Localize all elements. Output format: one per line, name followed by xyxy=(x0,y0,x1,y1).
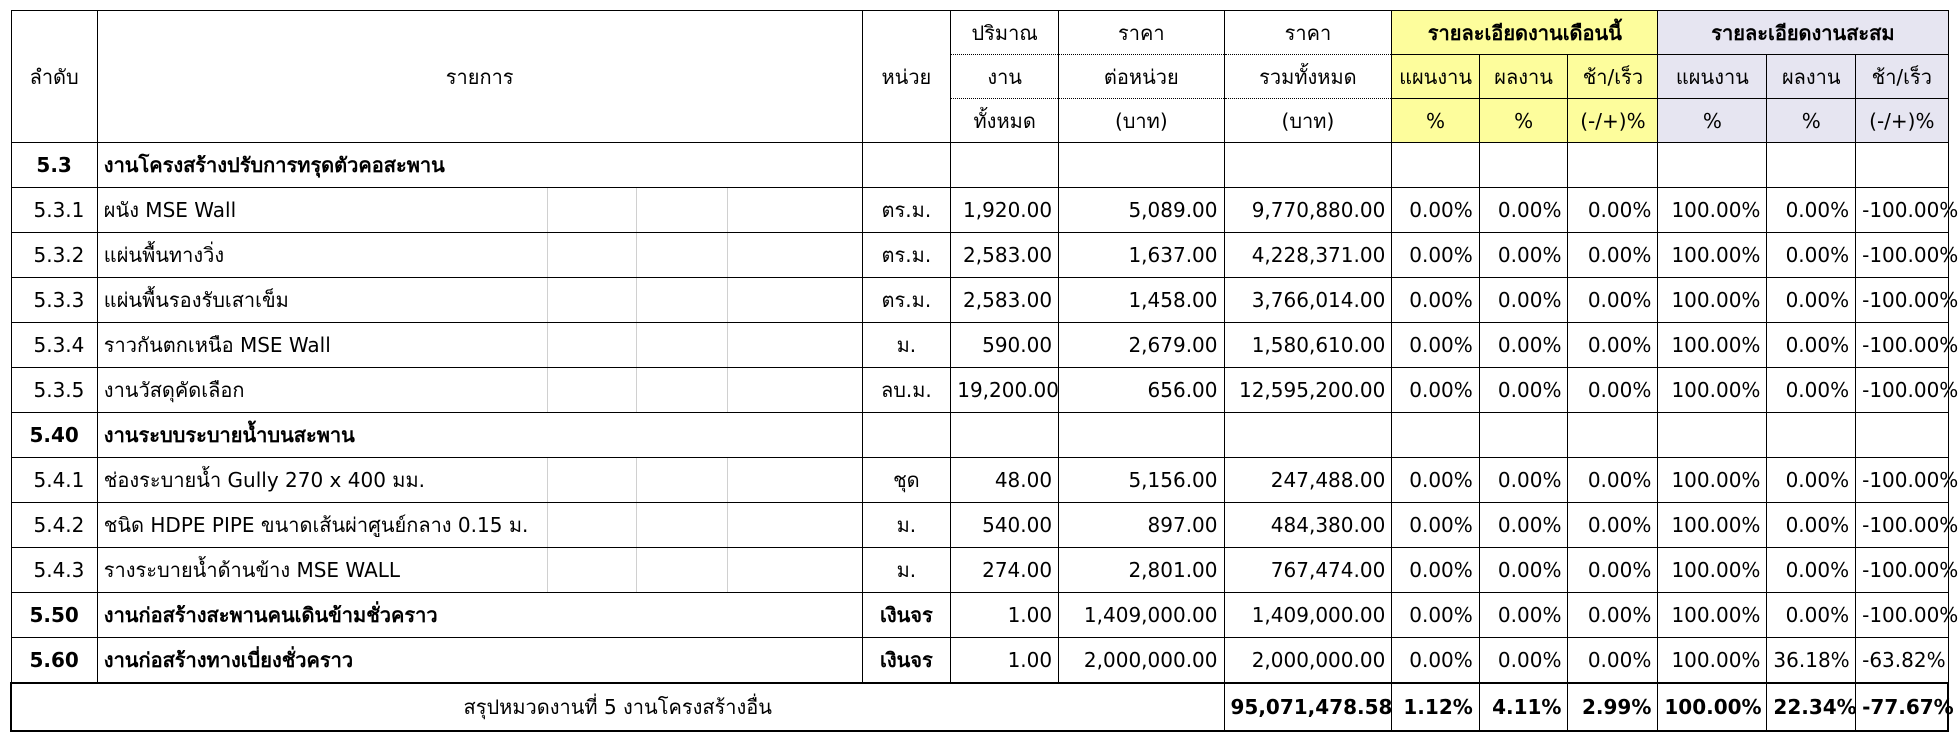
month-diff-cell: 0.00% xyxy=(1568,458,1658,503)
month-actual-cell: 0.00% xyxy=(1479,188,1568,233)
header-total-2: รวมทั้งหมด xyxy=(1224,55,1392,99)
item-name-cell: รางระบายน้ำด้านข้าง MSE WALL xyxy=(97,548,548,593)
header-month-actual: ผลงาน xyxy=(1479,55,1568,99)
month-diff-cell: 0.00% xyxy=(1568,638,1658,684)
unit-price-cell: 5,156.00 xyxy=(1059,458,1224,503)
cum-plan-cell xyxy=(1658,143,1767,188)
summary-cum-actual: 22.34% xyxy=(1767,683,1856,731)
item-subcell xyxy=(637,188,728,233)
item-name-cell: ผนัง MSE Wall xyxy=(97,188,548,233)
month-actual-cell: 0.00% xyxy=(1479,233,1568,278)
total-price-cell: 247,488.00 xyxy=(1224,458,1392,503)
cum-actual-cell xyxy=(1767,413,1856,458)
item-subcell xyxy=(637,233,728,278)
month-actual-cell: 0.00% xyxy=(1479,503,1568,548)
item-name-cell: งานก่อสร้างทางเบี่ยงชั่วคราว xyxy=(97,638,862,684)
month-plan-cell: 0.00% xyxy=(1392,503,1479,548)
item-subcell xyxy=(728,548,862,593)
section-row xyxy=(11,413,1948,458)
seq-cell: 5.4.2 xyxy=(11,503,97,548)
month-actual-cell xyxy=(1479,143,1568,188)
table-row xyxy=(11,548,1948,593)
qty-cell: 2,583.00 xyxy=(951,278,1059,323)
item-subcell xyxy=(548,548,637,593)
unit-price-cell: 1,637.00 xyxy=(1059,233,1224,278)
item-name-cell: งานก่อสร้างสะพานคนเดินข้ามชั่วคราว xyxy=(97,593,862,638)
cum-diff-cell xyxy=(1856,413,1948,458)
total-price-cell: 1,580,610.00 xyxy=(1224,323,1392,368)
unit-cell: ลบ.ม. xyxy=(862,368,951,413)
item-name-cell: แผ่นพื้นรองรับเสาเข็ม xyxy=(97,278,548,323)
item-subcell xyxy=(728,368,862,413)
month-actual-cell: 0.00% xyxy=(1479,638,1568,684)
item-name-cell: ช่องระบายน้ำ Gully 270 x 400 มม. xyxy=(97,458,548,503)
month-plan-cell: 0.00% xyxy=(1392,323,1479,368)
table-row xyxy=(11,188,1948,233)
unit-price-cell: 2,000,000.00 xyxy=(1059,638,1224,684)
total-price-cell: 1,409,000.00 xyxy=(1224,593,1392,638)
seq-cell: 5.50 xyxy=(11,593,97,638)
month-diff-cell: 0.00% xyxy=(1568,323,1658,368)
total-price-cell: 484,380.00 xyxy=(1224,503,1392,548)
item-subcell xyxy=(548,368,637,413)
unit-cell: ม. xyxy=(862,548,951,593)
total-price-cell: 4,228,371.00 xyxy=(1224,233,1392,278)
month-plan-cell: 0.00% xyxy=(1392,278,1479,323)
month-actual-cell: 0.00% xyxy=(1479,593,1568,638)
qty-cell: 1.00 xyxy=(951,638,1059,684)
month-diff-cell xyxy=(1568,413,1658,458)
qty-cell xyxy=(951,143,1059,188)
table-row xyxy=(11,323,1948,368)
month-plan-cell: 0.00% xyxy=(1392,458,1479,503)
summary-month-plan: 1.12% xyxy=(1392,683,1479,731)
qty-cell: 2,583.00 xyxy=(951,233,1059,278)
total-price-cell: 12,595,200.00 xyxy=(1224,368,1392,413)
cum-diff-cell xyxy=(1856,143,1948,188)
summary-total: 95,071,478.58 xyxy=(1224,683,1392,731)
month-diff-cell: 0.00% xyxy=(1568,188,1658,233)
unit-price-cell: 5,089.00 xyxy=(1059,188,1224,233)
cum-diff-cell: -100.00% xyxy=(1856,503,1948,548)
month-plan-cell: 0.00% xyxy=(1392,233,1479,278)
unit-price-cell: 2,801.00 xyxy=(1059,548,1224,593)
qty-cell: 19,200.00 xyxy=(951,368,1059,413)
section-row xyxy=(11,143,1948,188)
header-qty-3: ทั้งหมด xyxy=(951,99,1059,143)
seq-cell: 5.60 xyxy=(11,638,97,684)
month-plan-cell: 0.00% xyxy=(1392,188,1479,233)
cum-plan-cell: 100.00% xyxy=(1658,368,1767,413)
cum-plan-cell: 100.00% xyxy=(1658,278,1767,323)
header-total-1: ราคา xyxy=(1224,11,1392,55)
cum-diff-cell: -100.00% xyxy=(1856,458,1948,503)
seq-cell: 5.3.3 xyxy=(11,278,97,323)
unit-cell: เงินจร xyxy=(862,593,951,638)
cum-diff-cell: -63.82% xyxy=(1856,638,1948,684)
seq-cell: 5.4.3 xyxy=(11,548,97,593)
item-subcell xyxy=(637,323,728,368)
month-plan-cell: 0.00% xyxy=(1392,593,1479,638)
summary-cum-diff: -77.67% xyxy=(1856,683,1948,731)
item-name-cell: งานวัสดุคัดเลือก xyxy=(97,368,548,413)
cum-diff-cell: -100.00% xyxy=(1856,368,1948,413)
unit-price-cell: 656.00 xyxy=(1059,368,1224,413)
table-row xyxy=(11,638,1948,684)
item-subcell xyxy=(548,323,637,368)
unit-cell: ม. xyxy=(862,323,951,368)
item-subcell xyxy=(728,278,862,323)
month-actual-cell: 0.00% xyxy=(1479,368,1568,413)
header-cum-diff: ช้า/เร็ว xyxy=(1856,55,1948,99)
month-actual-cell: 0.00% xyxy=(1479,458,1568,503)
cum-actual-cell: 36.18% xyxy=(1767,638,1856,684)
month-diff-cell: 0.00% xyxy=(1568,503,1658,548)
summary-month-actual: 4.11% xyxy=(1479,683,1568,731)
item-subcell xyxy=(637,368,728,413)
unit-cell xyxy=(862,143,951,188)
header-month-diff-pct: (-/+)% xyxy=(1568,99,1658,143)
summary-cum-plan: 100.00% xyxy=(1658,683,1767,731)
cum-plan-cell: 100.00% xyxy=(1658,233,1767,278)
unit-cell: ชุด xyxy=(862,458,951,503)
unit-price-cell: 1,409,000.00 xyxy=(1059,593,1224,638)
cum-plan-cell: 100.00% xyxy=(1658,638,1767,684)
cum-plan-cell: 100.00% xyxy=(1658,548,1767,593)
cum-plan-cell: 100.00% xyxy=(1658,503,1767,548)
header-cum-diff-pct: (-/+)% xyxy=(1856,99,1948,143)
header-item: รายการ xyxy=(97,11,862,143)
header-month-group: รายละเอียดงานเดือนนี้ xyxy=(1392,11,1658,55)
cum-diff-cell: -100.00% xyxy=(1856,188,1948,233)
qty-cell: 590.00 xyxy=(951,323,1059,368)
table-row xyxy=(11,593,1948,638)
item-name-cell: งานโครงสร้างปรับการทรุดตัวคอสะพาน xyxy=(97,143,862,188)
month-actual-cell: 0.00% xyxy=(1479,323,1568,368)
cum-actual-cell: 0.00% xyxy=(1767,323,1856,368)
cum-plan-cell xyxy=(1658,413,1767,458)
header-month-actual-pct: % xyxy=(1479,99,1568,143)
cum-diff-cell: -100.00% xyxy=(1856,278,1948,323)
unit-cell: ม. xyxy=(862,503,951,548)
cum-actual-cell: 0.00% xyxy=(1767,368,1856,413)
unit-cell xyxy=(862,413,951,458)
unit-price-cell: 2,679.00 xyxy=(1059,323,1224,368)
item-subcell xyxy=(728,503,862,548)
total-price-cell: 9,770,880.00 xyxy=(1224,188,1392,233)
header-price-3: (บาท) xyxy=(1059,99,1224,143)
unit-cell: ตร.ม. xyxy=(862,278,951,323)
month-diff-cell: 0.00% xyxy=(1568,548,1658,593)
qty-cell: 540.00 xyxy=(951,503,1059,548)
summary-label: สรุปหมวดงานที่ 5 งานโครงสร้างอื่น xyxy=(11,683,1224,731)
unit-price-cell xyxy=(1059,413,1224,458)
header-seq: ลำดับ xyxy=(11,11,97,143)
cum-actual-cell: 0.00% xyxy=(1767,458,1856,503)
item-name-cell: ราวกันตกเหนือ MSE Wall xyxy=(97,323,548,368)
cum-diff-cell: -100.00% xyxy=(1856,593,1948,638)
month-diff-cell: 0.00% xyxy=(1568,233,1658,278)
month-plan-cell: 0.00% xyxy=(1392,548,1479,593)
item-subcell xyxy=(548,278,637,323)
item-subcell xyxy=(728,323,862,368)
header-cum-plan-pct: % xyxy=(1658,99,1767,143)
total-price-cell: 3,766,014.00 xyxy=(1224,278,1392,323)
item-subcell xyxy=(728,458,862,503)
seq-cell: 5.40 xyxy=(11,413,97,458)
table-row xyxy=(11,458,1948,503)
unit-cell: ตร.ม. xyxy=(862,188,951,233)
item-subcell xyxy=(548,503,637,548)
header-month-plan: แผนงาน xyxy=(1392,55,1479,99)
item-name-cell: งานระบบระบายน้ำบนสะพาน xyxy=(97,413,862,458)
progress-table xyxy=(10,10,1958,732)
unit-price-cell: 1,458.00 xyxy=(1059,278,1224,323)
seq-cell: 5.3.5 xyxy=(11,368,97,413)
item-subcell xyxy=(728,188,862,233)
item-name-cell: แผ่นพื้นทางวิ่ง xyxy=(97,233,548,278)
cum-actual-cell: 0.00% xyxy=(1767,233,1856,278)
header-cum-group: รายละเอียดงานสะสม xyxy=(1658,11,1948,55)
header-month-plan-pct: % xyxy=(1392,99,1479,143)
month-plan-cell xyxy=(1392,143,1479,188)
total-price-cell xyxy=(1224,413,1392,458)
seq-cell: 5.4.1 xyxy=(11,458,97,503)
qty-cell: 1,920.00 xyxy=(951,188,1059,233)
month-plan-cell: 0.00% xyxy=(1392,368,1479,413)
item-subcell xyxy=(548,458,637,503)
header-cum-actual-pct: % xyxy=(1767,99,1856,143)
month-diff-cell: 0.00% xyxy=(1568,368,1658,413)
cum-actual-cell: 0.00% xyxy=(1767,503,1856,548)
header-cum-actual: ผลงาน xyxy=(1767,55,1856,99)
item-subcell xyxy=(548,233,637,278)
seq-cell: 5.3.1 xyxy=(11,188,97,233)
seq-cell: 5.3.2 xyxy=(11,233,97,278)
header-month-diff: ช้า/เร็ว xyxy=(1568,55,1658,99)
header-cum-plan: แผนงาน xyxy=(1658,55,1767,99)
month-diff-cell: 0.00% xyxy=(1568,593,1658,638)
month-plan-cell: 0.00% xyxy=(1392,638,1479,684)
unit-cell: ตร.ม. xyxy=(862,233,951,278)
item-subcell xyxy=(637,278,728,323)
cum-plan-cell: 100.00% xyxy=(1658,593,1767,638)
item-subcell xyxy=(728,233,862,278)
table-row xyxy=(11,233,1948,278)
cum-plan-cell: 100.00% xyxy=(1658,188,1767,233)
cum-actual-cell: 0.00% xyxy=(1767,548,1856,593)
month-diff-cell xyxy=(1568,143,1658,188)
total-price-cell xyxy=(1224,143,1392,188)
month-plan-cell xyxy=(1392,413,1479,458)
cum-actual-cell: 0.00% xyxy=(1767,278,1856,323)
item-subcell xyxy=(637,548,728,593)
cum-diff-cell: -100.00% xyxy=(1856,323,1948,368)
cum-diff-cell: -100.00% xyxy=(1856,233,1948,278)
total-price-cell: 767,474.00 xyxy=(1224,548,1392,593)
summary-month-diff: 2.99% xyxy=(1568,683,1658,731)
item-subcell xyxy=(548,188,637,233)
table-row xyxy=(11,368,1948,413)
table-row xyxy=(11,503,1948,548)
summary-row xyxy=(11,683,1948,731)
qty-cell xyxy=(951,413,1059,458)
header-price-1: ราคา xyxy=(1059,11,1224,55)
cum-actual-cell xyxy=(1767,143,1856,188)
header-price-2: ต่อหน่วย xyxy=(1059,55,1224,99)
header-qty-1: ปริมาณ xyxy=(951,11,1059,55)
header-unit: หน่วย xyxy=(862,11,951,143)
unit-price-cell: 897.00 xyxy=(1059,503,1224,548)
total-price-cell: 2,000,000.00 xyxy=(1224,638,1392,684)
item-subcell xyxy=(637,503,728,548)
item-name-cell: ชนิด HDPE PIPE ขนาดเส้นผ่าศูนย์กลาง 0.15 ม. xyxy=(97,503,548,548)
month-actual-cell: 0.00% xyxy=(1479,278,1568,323)
month-actual-cell xyxy=(1479,413,1568,458)
header-total-3: (บาท) xyxy=(1224,99,1392,143)
seq-cell: 5.3.4 xyxy=(11,323,97,368)
unit-cell: เงินจร xyxy=(862,638,951,684)
month-diff-cell: 0.00% xyxy=(1568,278,1658,323)
item-subcell xyxy=(637,458,728,503)
qty-cell: 48.00 xyxy=(951,458,1059,503)
cum-actual-cell: 0.00% xyxy=(1767,188,1856,233)
qty-cell: 274.00 xyxy=(951,548,1059,593)
table-row xyxy=(11,278,1948,323)
unit-price-cell xyxy=(1059,143,1224,188)
cum-plan-cell: 100.00% xyxy=(1658,323,1767,368)
cum-diff-cell: -100.00% xyxy=(1856,548,1948,593)
month-actual-cell: 0.00% xyxy=(1479,548,1568,593)
header-qty-2: งาน xyxy=(951,55,1059,99)
cum-actual-cell: 0.00% xyxy=(1767,593,1856,638)
cum-plan-cell: 100.00% xyxy=(1658,458,1767,503)
seq-cell: 5.3 xyxy=(11,143,97,188)
qty-cell: 1.00 xyxy=(951,593,1059,638)
